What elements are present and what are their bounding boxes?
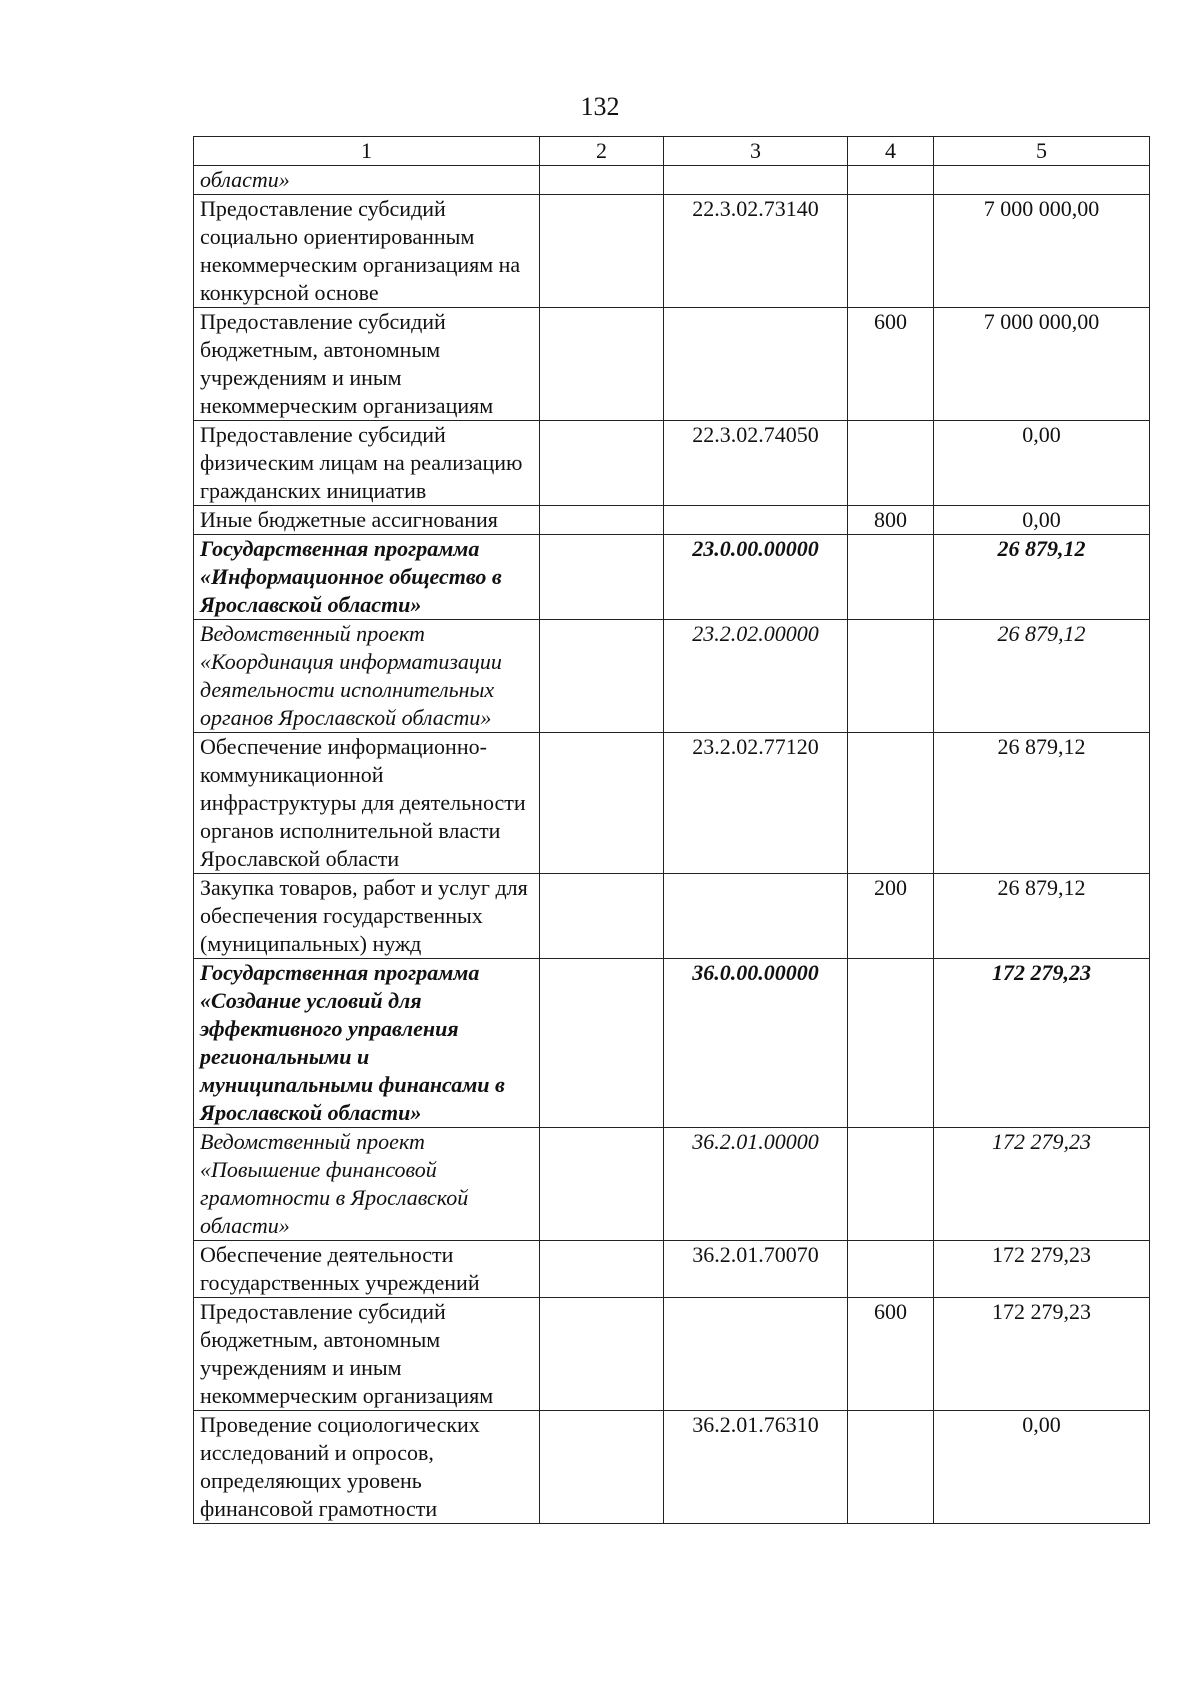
row-col2 [540,166,664,195]
table-row [194,620,1150,733]
row-name: Обеспечение деятельности государственных учреждений [194,1241,540,1298]
row-name: Предоставление субсидий бюджетным, автономным учреждениям и иным некоммерческим организациям [194,1298,540,1411]
table-row [194,506,1150,535]
row-code: 23.0.00.00000 [664,535,848,620]
table-header-row [194,137,1150,166]
budget-table [193,136,1150,1524]
row-col2 [540,1241,664,1298]
row-kind: 600 [848,1298,934,1411]
row-kind [848,166,934,195]
row-name: Обеспечение информационно-коммуникационной инфраструктуры для деятельности органов исполнительной власти Ярославской области [194,733,540,874]
row-code [664,506,848,535]
row-name: Предоставление субсидий физическим лицам на реализацию гражданских инициатив [194,421,540,506]
table-row [194,535,1150,620]
row-name: Государственная программа «Создание условий для эффективного управления региональными и муниципальными финансами в Ярославской области» [194,959,540,1128]
row-col2 [540,874,664,959]
row-code: 22.3.02.74050 [664,421,848,506]
row-name: Предоставление субсидий бюджетным, автономным учреждениям и иным некоммерческим организациям [194,308,540,421]
row-sum: 0,00 [934,421,1150,506]
row-name: области» [194,166,540,195]
table-row [194,959,1150,1128]
row-code [664,308,848,421]
table-row [194,874,1150,959]
row-sum: 172 279,23 [934,959,1150,1128]
table-row [194,166,1150,195]
row-name: Ведомственный проект «Координация информатизации деятельности исполнительных органов Ярославской области» [194,620,540,733]
row-kind [848,1411,934,1524]
row-kind [848,195,934,308]
row-code: 36.0.00.00000 [664,959,848,1128]
table-row [194,1241,1150,1298]
row-kind [848,1241,934,1298]
row-sum: 7 000 000,00 [934,308,1150,421]
row-col2 [540,195,664,308]
row-code: 23.2.02.77120 [664,733,848,874]
row-col2 [540,1298,664,1411]
row-name: Государственная программа «Информационное общество в Ярославской области» [194,535,540,620]
row-kind [848,421,934,506]
table-row [194,1298,1150,1411]
row-sum: 26 879,12 [934,733,1150,874]
table-row [194,1411,1150,1524]
row-sum: 7 000 000,00 [934,195,1150,308]
row-name: Закупка товаров, работ и услуг для обеспечения государственных (муниципальных) нужд [194,874,540,959]
row-kind [848,535,934,620]
column-header-1: 1 [194,137,540,166]
row-name: Проведение социологических исследований и опросов, определяющих уровень финансовой грамотности [194,1411,540,1524]
row-code [664,166,848,195]
row-code [664,1298,848,1411]
row-col2 [540,1128,664,1241]
row-col2 [540,959,664,1128]
table-row [194,195,1150,308]
column-header-5: 5 [934,137,1150,166]
row-code: 36.2.01.00000 [664,1128,848,1241]
table-row [194,308,1150,421]
row-sum: 26 879,12 [934,535,1150,620]
row-sum: 26 879,12 [934,874,1150,959]
row-sum: 0,00 [934,1411,1150,1524]
page-number: 132 [580,92,620,121]
row-col2 [540,620,664,733]
column-header-2: 2 [540,137,664,166]
row-sum: 172 279,23 [934,1241,1150,1298]
row-kind: 600 [848,308,934,421]
row-sum: 172 279,23 [934,1128,1150,1241]
row-kind [848,1128,934,1241]
row-code: 23.2.02.00000 [664,620,848,733]
row-col2 [540,733,664,874]
row-name: Предоставление субсидий социально ориентированным некоммерческим организациям на конкурсной основе [194,195,540,308]
table-row [194,1128,1150,1241]
row-sum: 0,00 [934,506,1150,535]
row-kind [848,733,934,874]
row-col2 [540,308,664,421]
row-sum [934,166,1150,195]
row-code: 36.2.01.70070 [664,1241,848,1298]
row-kind [848,620,934,733]
row-kind: 200 [848,874,934,959]
row-name: Иные бюджетные ассигнования [194,506,540,535]
row-code: 36.2.01.76310 [664,1411,848,1524]
column-header-4: 4 [848,137,934,166]
row-code [664,874,848,959]
row-code: 22.3.02.73140 [664,195,848,308]
row-col2 [540,506,664,535]
table-row [194,733,1150,874]
table-row [194,421,1150,506]
row-sum: 172 279,23 [934,1298,1150,1411]
row-col2 [540,535,664,620]
row-col2 [540,1411,664,1524]
row-sum: 26 879,12 [934,620,1150,733]
column-header-3: 3 [664,137,848,166]
row-name: Ведомственный проект «Повышение финансовой грамотности в Ярославской области» [194,1128,540,1241]
row-kind [848,959,934,1128]
row-kind: 800 [848,506,934,535]
row-col2 [540,421,664,506]
